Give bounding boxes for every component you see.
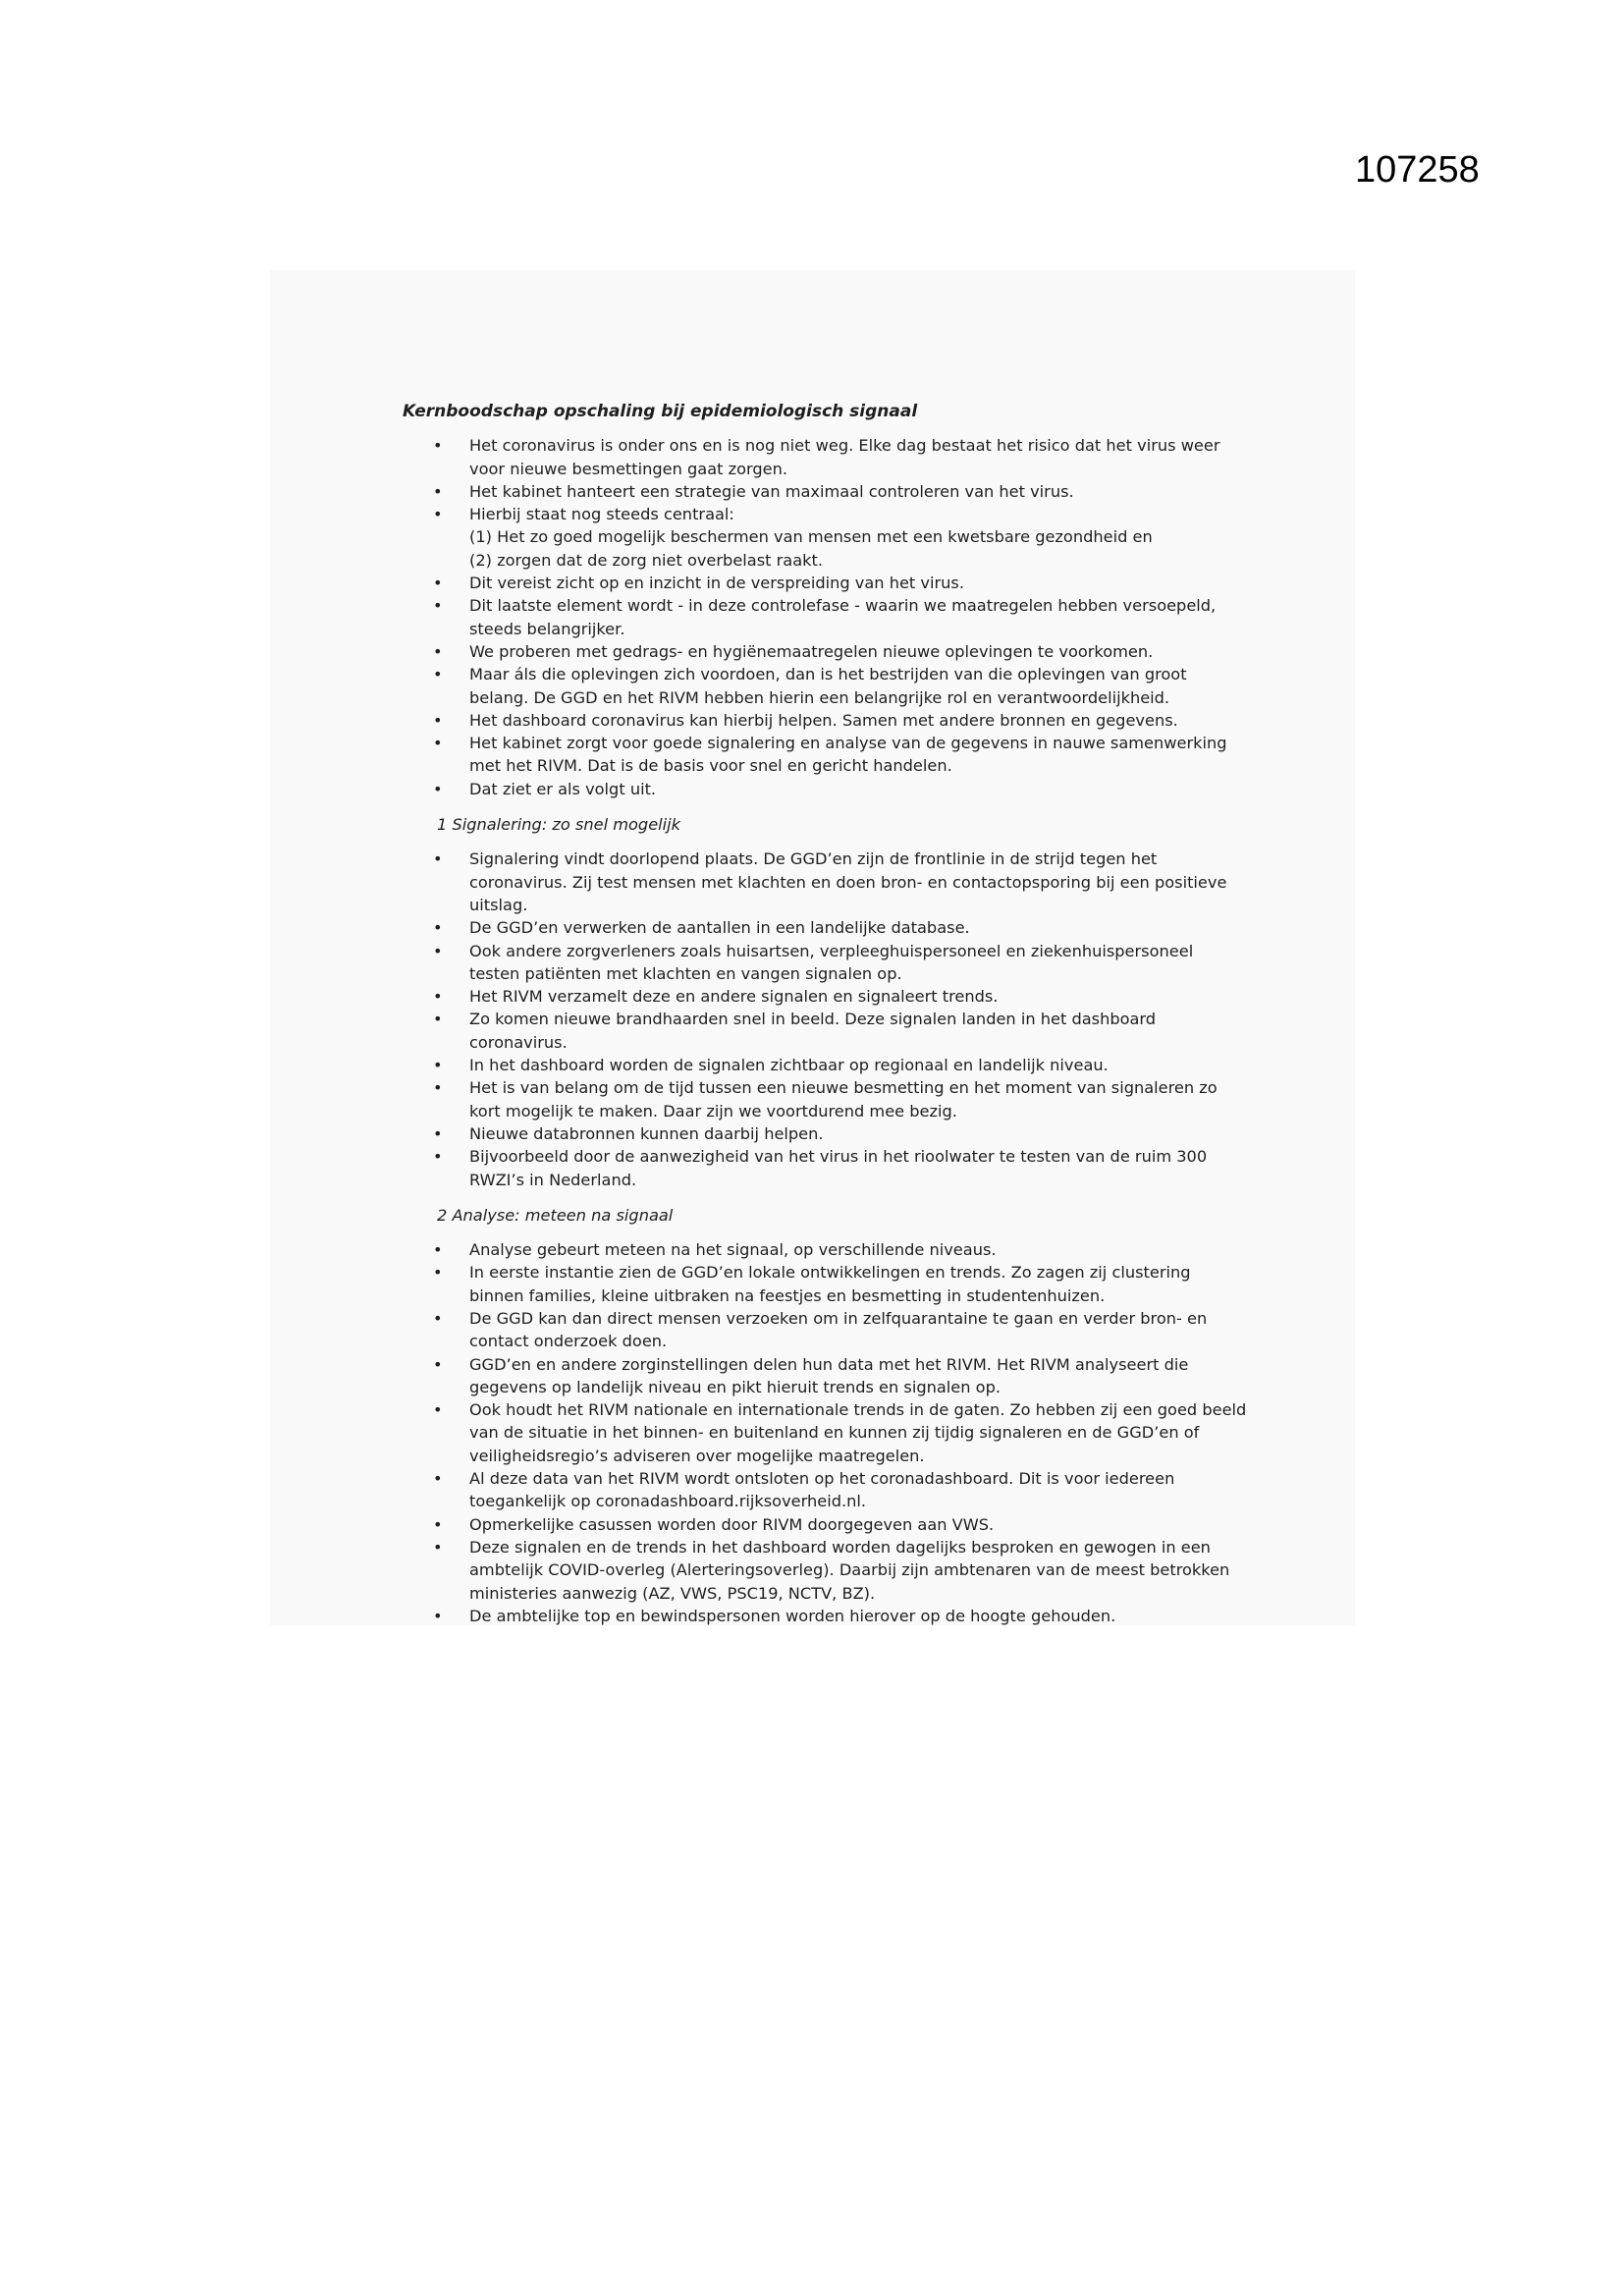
list-item-text: Het dashboard coronavirus kan hierbij helpen. Samen met andere bronnen en gegevens. xyxy=(469,710,1178,730)
list-item xyxy=(403,1536,1247,1605)
list-item-text: Bijvoorbeeld door de aanwezigheid van het virus in het rioolwater te testen van de ruim 300 RWZI’s in Nederland. xyxy=(469,1147,1208,1189)
list-item xyxy=(403,1467,1247,1513)
list-item-text: Zo komen nieuwe brandhaarden snel in beeld. Deze signalen landen in het dashboard coronavirus. xyxy=(469,1010,1157,1052)
list-item xyxy=(403,1008,1247,1054)
list-item-text: De GGD kan dan direct mensen verzoeken om in zelfquarantaine te gaan en verder bron- en contact onderzoek doen. xyxy=(469,1308,1208,1351)
list-item-text: Al deze data van het RIVM wordt ontsloten op het coronadashboard. Dit is voor iedereen toegankelijk op coronadashboard.rijksoverheid.nl. xyxy=(469,1469,1175,1511)
document-number: 107258 xyxy=(1355,149,1480,191)
list-item xyxy=(403,1145,1247,1191)
list-item xyxy=(403,1054,1247,1076)
list-item xyxy=(403,1261,1247,1307)
list-item xyxy=(403,1122,1247,1145)
list-item xyxy=(403,985,1247,1008)
list-item-text: Dat ziet er als volgt uit. xyxy=(469,779,657,798)
section-1-list xyxy=(403,847,1247,1190)
list-item-text: Hierbij staat nog steeds centraal: xyxy=(469,505,734,524)
list-item xyxy=(403,503,1247,572)
list-item xyxy=(403,940,1247,986)
list-item xyxy=(403,594,1247,640)
list-item xyxy=(403,847,1247,916)
list-item xyxy=(403,1307,1247,1353)
list-item xyxy=(403,1076,1247,1122)
list-item-text: Analyse gebeurt meteen na het signaal, op verschillende niveaus. xyxy=(469,1240,997,1260)
list-item xyxy=(403,640,1247,663)
list-item xyxy=(403,1398,1247,1467)
list-item xyxy=(403,663,1247,709)
list-item xyxy=(403,1605,1247,1627)
list-item xyxy=(403,709,1247,732)
list-item xyxy=(403,1353,1247,1399)
list-item xyxy=(403,1238,1247,1261)
list-item-text: Het coronavirus is onder ons en is nog niet weg. Elke dag bestaat het risico dat het virus weer voor nieuwe besmettingen gaat zorgen. xyxy=(469,436,1220,478)
intro-list xyxy=(403,434,1247,800)
list-item-text: Signalering vindt doorlopend plaats. De GGD’en zijn de frontlinie in de strijd tegen het coronavirus. Zij test mensen met klachten en doen bron- en contactopsporing bij een positieve uitslag. xyxy=(469,849,1227,914)
list-item-text: Ook houdt het RIVM nationale en internationale trends in de gaten. Zo hebben zij een goed beeld van de situatie in het binnen- en buitenland en kunnen zij tijdig signaleren en de GGD’en of veiligheidsregio’s adviseren over mogelijke maatregelen. xyxy=(469,1400,1247,1465)
list-item-text: Deze signalen en de trends in het dashboard worden dagelijks besproken en gewogen in een ambtelijk COVID-overleg (Alerteringsoverleg). Daarbij zijn ambtenaren van de meest betrokken ministeries aanwezig (AZ, VWS, PSC19, NCTV, BZ). xyxy=(469,1537,1230,1603)
list-item-text: De ambtelijke top en bewindspersonen worden hierover op de hoogte gehouden. xyxy=(469,1606,1116,1625)
document-title: Kernboodschap opschaling bij epidemiologisch signaal xyxy=(403,402,918,421)
list-item-text: Nieuwe databronnen kunnen daarbij helpen. xyxy=(469,1123,824,1143)
list-item-text: In eerste instantie zien de GGD’en lokale ontwikkelingen en trends. Zo zagen zij clustering binnen families, kleine uitbraken na feestjes en besmetting in studentenhuizen. xyxy=(469,1263,1191,1305)
list-item xyxy=(403,732,1247,778)
list-item-text: Het kabinet zorgt voor goede signalering en analyse van de gegevens in nauwe samenwerking met het RIVM. Dat is de basis voor snel en gericht handelen. xyxy=(469,734,1227,776)
list-item-text: Dit laatste element wordt - in deze controlefase - waarin we maatregelen hebben versoepeld, steeds belangrijker. xyxy=(469,596,1217,638)
list-item-text: We proberen met gedrags- en hygiënemaatregelen nieuwe oplevingen te voorkomen. xyxy=(469,641,1154,661)
list-subitem-text: (1) Het zo goed mogelijk beschermen van mensen met een kwetsbare gezondheid en xyxy=(469,527,1153,547)
list-item-text: Het RIVM verzamelt deze en andere signalen en signaleert trends. xyxy=(469,987,999,1007)
list-subitem-text: (2) zorgen dat de zorg niet overbelast raakt. xyxy=(469,550,823,570)
section-2-list xyxy=(403,1238,1247,1627)
list-item-text: Het is van belang om de tijd tussen een nieuwe besmetting en het moment van signaleren zo kort mogelijk te maken. Daar zijn we voortdurend mee bezig. xyxy=(469,1078,1218,1121)
list-item-text: Het kabinet hanteert een strategie van maximaal controleren van het virus. xyxy=(469,481,1074,501)
list-item-text: GGD’en en andere zorginstellingen delen hun data met het RIVM. Het RIVM analyseert die gegevens op landelijk niveau en pikt hieruit trends en signalen op. xyxy=(469,1354,1189,1396)
list-item xyxy=(403,778,1247,800)
list-item xyxy=(403,1513,1247,1536)
section-2-heading: 2 Analyse: meteen na signaal xyxy=(437,1205,674,1225)
list-item xyxy=(403,916,1247,939)
list-item-text: In het dashboard worden de signalen zichtbaar op regionaal en landelijk niveau. xyxy=(469,1056,1109,1075)
list-item-text: Dit vereist zicht op en inzicht in de verspreiding van het virus. xyxy=(469,574,964,593)
list-item-text: Maar áls die oplevingen zich voordoen, dan is het bestrijden van die oplevingen van groot belang. De GGD en het RIVM hebben hierin een belangrijke rol en verantwoordelijkheid. xyxy=(469,665,1187,707)
list-item xyxy=(403,434,1247,480)
list-item xyxy=(403,572,1247,594)
document-body xyxy=(403,401,1247,1627)
section-1-heading: 1 Signalering: zo snel mogelijk xyxy=(437,815,681,835)
list-item-text: De GGD’en verwerken de aantallen in een landelijke database. xyxy=(469,918,970,938)
list-item-text: Ook andere zorgverleners zoals huisartsen, verpleeghuispersoneel en ziekenhuispersoneel testen patiënten met klachten en vangen signalen op. xyxy=(469,941,1194,983)
list-item xyxy=(403,480,1247,503)
list-item-text: Opmerkelijke casussen worden door RIVM doorgegeven aan VWS. xyxy=(469,1514,995,1534)
